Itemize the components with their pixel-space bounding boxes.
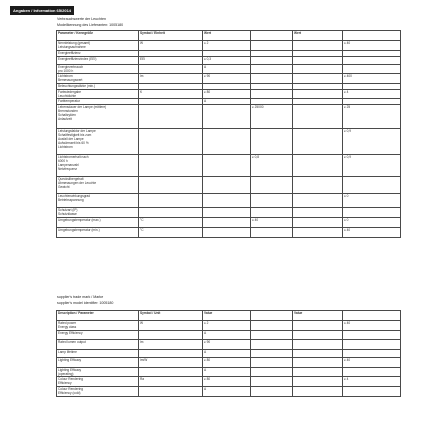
table-row bbox=[57, 208, 401, 218]
row-label-line: Energy class bbox=[58, 325, 77, 329]
table-row bbox=[57, 57, 401, 65]
row-label bbox=[57, 57, 139, 65]
table-header-cell bbox=[251, 311, 293, 321]
row-cell bbox=[251, 208, 293, 218]
row-cell: ≤ 40 bbox=[343, 321, 401, 331]
table-header-cell: Symbol / Einheit bbox=[139, 31, 203, 41]
row-cell bbox=[251, 177, 293, 194]
row-cell: ≥ 0,9 bbox=[343, 129, 401, 155]
row-cell: ≥ 40 bbox=[343, 358, 401, 368]
table-row bbox=[57, 340, 401, 350]
row-cell bbox=[293, 90, 343, 99]
spec-table-en bbox=[56, 310, 401, 397]
row-cell: A bbox=[203, 350, 251, 358]
row-cell bbox=[251, 65, 293, 74]
row-cell bbox=[251, 74, 293, 84]
row-cell: ≤ 40 bbox=[343, 41, 401, 51]
row-label-line: (operating) bbox=[58, 372, 74, 376]
row-cell bbox=[203, 194, 251, 208]
row-cell: °C bbox=[139, 218, 203, 228]
row-cell bbox=[139, 194, 203, 208]
row-cell: ≥ 400 bbox=[343, 74, 401, 84]
row-cell bbox=[293, 377, 343, 387]
row-label-line: Leuchtdichte bbox=[58, 94, 77, 98]
row-cell bbox=[293, 74, 343, 84]
row-label-line: Lighting Efficacy bbox=[58, 358, 82, 362]
table-row bbox=[57, 194, 401, 208]
table-header-cell: Value bbox=[203, 311, 251, 321]
row-cell: A bbox=[203, 65, 251, 74]
table-header-cell bbox=[343, 31, 401, 41]
row-cell: ≤ 0,3 bbox=[203, 57, 251, 65]
row-label bbox=[57, 331, 139, 340]
section2-caption1: supplier's trade mark / Marke bbox=[57, 295, 104, 299]
table-row bbox=[57, 41, 401, 51]
table-row bbox=[57, 74, 401, 84]
row-cell bbox=[251, 350, 293, 358]
row-cell bbox=[293, 41, 343, 51]
row-label bbox=[57, 74, 139, 84]
table-row bbox=[57, 358, 401, 368]
row-label-line: Energieverbrauch bbox=[58, 65, 84, 69]
row-label-line: Rated lumen output bbox=[58, 340, 86, 344]
row-cell: ≤ 40 bbox=[343, 228, 401, 238]
row-label-line: Abmessungen der Leuchte bbox=[58, 181, 97, 185]
row-cell bbox=[343, 340, 401, 350]
table-header-cell bbox=[251, 31, 293, 41]
row-cell bbox=[293, 340, 343, 350]
row-cell bbox=[293, 129, 343, 155]
row-cell: ≥ 4 bbox=[343, 90, 401, 99]
row-label-line: Lighting Efficacy bbox=[58, 368, 82, 372]
row-cell: lm/W bbox=[139, 358, 203, 368]
row-cell: ≤ 2 bbox=[203, 321, 251, 331]
row-cell: °C bbox=[139, 228, 203, 238]
row-cell bbox=[251, 228, 293, 238]
row-cell bbox=[251, 331, 293, 340]
row-label-line: Lampenanzahl bbox=[58, 163, 79, 167]
table-row bbox=[57, 177, 401, 194]
table-header-cell: Wert bbox=[203, 31, 251, 41]
table-row bbox=[57, 228, 401, 238]
row-cell bbox=[293, 358, 343, 368]
row-cell bbox=[203, 105, 251, 129]
row-label-line: Bemessungswert bbox=[58, 78, 83, 82]
row-cell bbox=[293, 387, 343, 397]
row-cell bbox=[251, 129, 293, 155]
row-label-line: Rated power bbox=[58, 321, 77, 325]
row-cell bbox=[293, 331, 343, 340]
row-cell: ≥ 4 bbox=[343, 377, 401, 387]
row-cell: ≥ 80 bbox=[203, 377, 251, 387]
table-header-cell: Symbol / Unit bbox=[139, 311, 203, 321]
row-cell bbox=[139, 105, 203, 129]
row-label-line: Brennstunden bbox=[58, 109, 78, 113]
row-cell bbox=[343, 57, 401, 65]
section1-caption1: Verbrauchswerte der Leuchten bbox=[57, 17, 106, 21]
row-cell bbox=[343, 177, 401, 194]
row-label bbox=[57, 155, 139, 177]
row-cell: lm bbox=[139, 340, 203, 350]
row-label-line: Farbwiedergabe bbox=[58, 90, 82, 94]
section2-caption2: supplier's model identifier: 1005180 bbox=[57, 301, 114, 305]
row-label-line: Colour Rendering bbox=[58, 377, 83, 381]
row-label bbox=[57, 321, 139, 331]
row-label bbox=[57, 358, 139, 368]
row-label bbox=[57, 129, 139, 155]
row-label-line: Lichtstrom bbox=[58, 74, 73, 78]
spec-table-de bbox=[56, 30, 401, 238]
row-cell: K bbox=[139, 90, 203, 99]
row-cell: lm bbox=[139, 74, 203, 84]
row-label-line: Energieeffizienz bbox=[58, 51, 81, 55]
row-label-line: Leistungsaufnahme bbox=[58, 45, 86, 49]
row-cell bbox=[293, 350, 343, 358]
document-header-label: Angaben / Information 65/2014 bbox=[13, 8, 72, 13]
row-label-line: Netzfrequenz bbox=[58, 167, 77, 171]
row-label-line: Umgebungstemperatur (min.) bbox=[58, 228, 100, 232]
row-cell bbox=[293, 177, 343, 194]
row-label bbox=[57, 377, 139, 387]
row-cell bbox=[251, 340, 293, 350]
row-label-line: Energieeffizienzindex (EEI) bbox=[58, 57, 97, 61]
row-label-line: Colour Rendering bbox=[58, 387, 83, 391]
row-label-line: 6000 h bbox=[58, 159, 68, 163]
row-label-line: Farbtemperatur bbox=[58, 99, 80, 103]
table-row bbox=[57, 105, 401, 129]
row-label-line: Beleuchtungsstärke (min.) bbox=[58, 84, 96, 88]
row-cell bbox=[293, 57, 343, 65]
row-label-line: Aufwärmzeit bis 60 % bbox=[58, 141, 89, 145]
table-row bbox=[57, 155, 401, 177]
row-cell bbox=[293, 105, 343, 129]
row-cell bbox=[293, 321, 343, 331]
row-cell bbox=[251, 194, 293, 208]
row-label-line: Efficiency bbox=[58, 381, 72, 385]
table-header-cell: Wert bbox=[293, 31, 343, 41]
row-label-line: Anlaufzeit bbox=[58, 117, 72, 121]
row-cell: ≥ 0,8 bbox=[251, 155, 293, 177]
row-cell: W bbox=[139, 41, 203, 51]
table-row bbox=[57, 65, 401, 74]
row-cell bbox=[251, 387, 293, 397]
row-cell bbox=[139, 350, 203, 358]
table-row bbox=[57, 387, 401, 397]
row-label bbox=[57, 387, 139, 397]
row-cell: ≥ 0,9 bbox=[343, 155, 401, 177]
row-cell bbox=[251, 321, 293, 331]
document-header bbox=[10, 6, 74, 15]
section1-caption2: Modellkennung des Lieferanten: 1005180 bbox=[57, 23, 124, 27]
row-cell bbox=[343, 387, 401, 397]
row-cell bbox=[343, 331, 401, 340]
row-label-line: Quecksilbergehalt bbox=[58, 177, 84, 181]
row-cell bbox=[293, 368, 343, 377]
row-cell bbox=[203, 155, 251, 177]
row-label-line: Lamp lifetime bbox=[58, 350, 77, 354]
row-cell bbox=[251, 41, 293, 51]
row-cell bbox=[343, 368, 401, 377]
row-cell bbox=[251, 377, 293, 387]
row-label-line: Lichtstrom bbox=[58, 145, 73, 149]
table-row bbox=[57, 377, 401, 387]
row-label-line: Gewicht bbox=[58, 185, 70, 189]
table-row bbox=[57, 90, 401, 99]
row-cell bbox=[293, 194, 343, 208]
row-label-line: Leistungsfaktor der Lampe bbox=[58, 129, 96, 133]
row-cell bbox=[343, 208, 401, 218]
row-cell bbox=[251, 368, 293, 377]
row-label bbox=[57, 368, 139, 377]
table-row bbox=[57, 368, 401, 377]
row-label bbox=[57, 340, 139, 350]
row-cell bbox=[293, 218, 343, 228]
row-label-line: Lebensdauer der Lampe (mittlere) bbox=[58, 105, 107, 109]
row-cell bbox=[139, 177, 203, 194]
row-label bbox=[57, 350, 139, 358]
row-label bbox=[57, 208, 139, 218]
row-cell bbox=[139, 65, 203, 74]
row-cell bbox=[203, 208, 251, 218]
row-cell: A bbox=[203, 368, 251, 377]
table-header-cell: Value bbox=[293, 311, 343, 321]
row-label-line: Schutzart (IP) bbox=[58, 208, 78, 212]
row-label-line: pro 1000 h bbox=[58, 69, 74, 73]
row-cell bbox=[251, 90, 293, 99]
table-row bbox=[57, 321, 401, 331]
row-cell bbox=[251, 358, 293, 368]
row-cell bbox=[293, 155, 343, 177]
row-cell bbox=[293, 228, 343, 238]
row-label bbox=[57, 218, 139, 228]
row-cell: Ra bbox=[139, 377, 203, 387]
row-cell bbox=[203, 177, 251, 194]
row-cell bbox=[343, 65, 401, 74]
row-cell bbox=[203, 228, 251, 238]
row-cell: ≤ 2 bbox=[203, 41, 251, 51]
row-label bbox=[57, 41, 139, 51]
row-label-line: Efficiency (cold) bbox=[58, 391, 81, 395]
row-cell bbox=[203, 218, 251, 228]
row-cell: ≤ 0 bbox=[343, 194, 401, 208]
row-cell bbox=[343, 350, 401, 358]
row-cell: ≥ 90 bbox=[203, 340, 251, 350]
row-label-line: Ausfall der Lampe bbox=[58, 137, 84, 141]
row-cell: A bbox=[203, 387, 251, 397]
row-cell: W bbox=[139, 321, 203, 331]
table-row bbox=[57, 218, 401, 228]
row-cell bbox=[139, 208, 203, 218]
table-header-cell: Parameter / Kenngröße bbox=[57, 31, 139, 41]
row-cell bbox=[139, 368, 203, 377]
table-header-cell bbox=[343, 311, 401, 321]
row-cell: ≥ 25000 bbox=[251, 105, 293, 129]
row-cell bbox=[139, 331, 203, 340]
row-cell bbox=[293, 208, 343, 218]
row-cell: ≤ 0 bbox=[343, 218, 401, 228]
row-label-line: Schaltfestigkeit bis zum bbox=[58, 133, 92, 137]
row-label bbox=[57, 90, 139, 99]
row-cell: ≥ 80 bbox=[203, 358, 251, 368]
table-row bbox=[57, 129, 401, 155]
row-cell: A bbox=[203, 331, 251, 340]
row-cell: EEI bbox=[139, 57, 203, 65]
row-label bbox=[57, 228, 139, 238]
row-label-line: Umgebungstemperatur (max.) bbox=[58, 218, 101, 222]
row-label-line: Schutzklasse bbox=[58, 212, 77, 216]
row-label bbox=[57, 194, 139, 208]
row-label-line: Nennleistung (gesamt) bbox=[58, 41, 91, 45]
row-cell bbox=[139, 129, 203, 155]
row-label bbox=[57, 105, 139, 129]
table-header-row bbox=[57, 31, 401, 41]
row-cell bbox=[251, 57, 293, 65]
row-cell bbox=[203, 129, 251, 155]
row-cell bbox=[139, 387, 203, 397]
row-cell bbox=[293, 65, 343, 74]
table-header-row bbox=[57, 311, 401, 321]
row-cell: A bbox=[203, 99, 251, 105]
row-cell: ≥ 25 bbox=[343, 105, 401, 129]
table-header-cell: Description / Parameter bbox=[57, 311, 139, 321]
row-label-line: Energy Efficiency bbox=[58, 331, 83, 335]
row-label-line: Lichtstromerhalt nach bbox=[58, 155, 89, 159]
row-label bbox=[57, 65, 139, 74]
table-row bbox=[57, 331, 401, 340]
table-row bbox=[57, 350, 401, 358]
row-label-line: Betriebsspannung bbox=[58, 198, 84, 202]
row-label-line: Leuchtenwirkungsgrad bbox=[58, 194, 91, 198]
row-cell: ≤ 40 bbox=[251, 218, 293, 228]
row-cell bbox=[139, 155, 203, 177]
row-cell: ≥ 80 bbox=[203, 90, 251, 99]
row-label bbox=[57, 177, 139, 194]
row-cell: ≥ 90 bbox=[203, 74, 251, 84]
row-label-line: Schaltzyklen bbox=[58, 113, 76, 117]
